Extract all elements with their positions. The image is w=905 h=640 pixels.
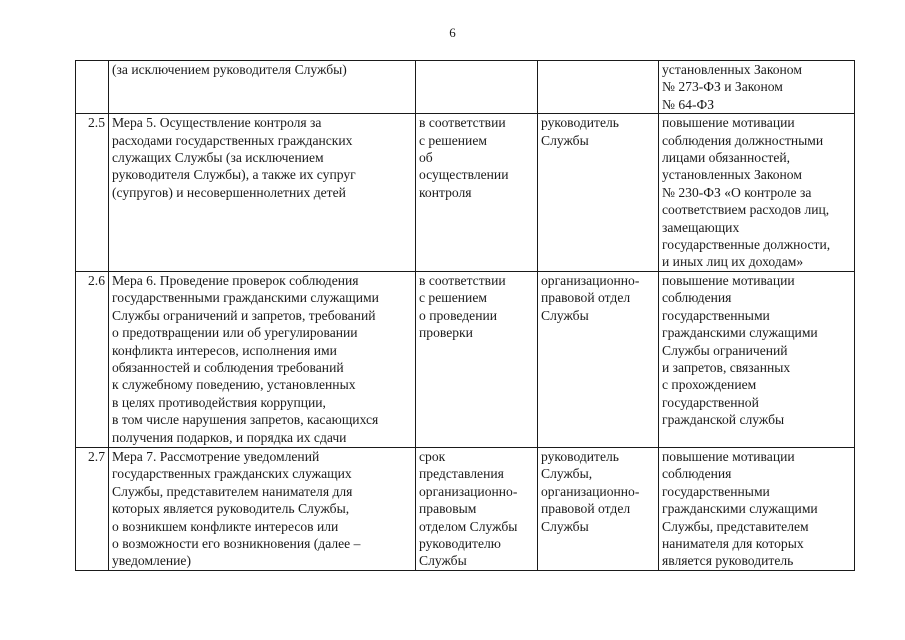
cell-text-line: Службы [541,518,589,534]
cell-deadline [416,447,538,570]
cell-text-line: контроля [419,184,472,200]
cell-text-line: срок [419,448,446,464]
cell-text-line: гражданской службы [662,412,785,428]
cell-deadline [416,271,538,447]
cell-text-line: правовой отдел [541,501,631,517]
cell-text-line: является руководитель [662,553,794,569]
cell-deadline [416,114,538,272]
cell-text-line: представления [419,466,504,482]
cell-text-line: гражданскими служащими [662,501,818,517]
cell-text-line: государственных гражданских служащих [112,466,352,482]
cell-text-line: обязанностей и соблюдения требований [112,359,344,375]
cell-text-line: Мера 7. Рассмотрение уведомлений [112,448,320,464]
cell-text-line: с решением [419,290,487,306]
cell-text-line: с решением [419,132,487,148]
cell-measure [109,447,416,570]
cell-text-line: о проведении [419,307,498,323]
cell-text-line: № 273-ФЗ и Законом [662,79,783,95]
cell-text-line: (супругов) и несовершеннолетних детей [112,184,346,200]
cell-responsible [538,271,659,447]
cell-text-line: с прохождением [662,377,757,393]
cell-text-line: о возможности его возникновения (далее – [112,535,361,551]
page-number: 6 [449,25,456,40]
cell-text-line: соблюдения [662,290,732,306]
cell-responsible [538,61,659,114]
cell-responsible [538,114,659,272]
cell-text-line: руководителю [419,535,501,551]
measures-table [75,60,855,571]
cell-text-line: Службы, представителем [662,518,809,534]
cell-text-line: уведомление) [112,553,191,569]
measures-table-body [76,61,855,571]
cell-result [659,447,855,570]
cell-text-line: (за исключением руководителя Службы) [112,62,347,77]
cell-text-line: Службы, [541,466,593,482]
cell-text-line: повышение мотивации [662,272,795,288]
cell-measure [109,271,416,447]
cell-text-line: в соответствии [419,115,506,131]
cell-text-line: которых является руководитель Службы, [112,501,350,517]
cell-text-line: соблюдения [662,466,732,482]
cell-text-line: получения подарков, и порядка их сдачи [112,429,347,445]
cell-text-line: Службы ограничений [662,342,788,358]
cell-text-line: организационно- [541,272,640,288]
table-row [76,447,855,570]
cell-text-line: организационно- [419,483,518,499]
cell-number: 2.5 [76,114,109,272]
cell-text-line: о возникшем конфликте интересов или [112,518,339,534]
cell-text-line: в соответствии [419,272,506,288]
cell-responsible [538,447,659,570]
cell-text-line: правовым [419,501,477,517]
cell-number [76,61,109,114]
cell-text-line: отделом Службы [419,518,518,534]
cell-result [659,271,855,447]
cell-text-line: Службы [419,553,467,569]
cell-text-line: руководителя Службы), а также их супруг [112,167,356,183]
table-row [76,61,855,114]
cell-text-line: повышение мотивации [662,448,795,464]
cell-text-line: гражданскими служащими [662,325,818,341]
cell-number: 2.7 [76,447,109,570]
cell-text-line: о предотвращении или об урегулировании [112,325,358,341]
cell-number: 2.6 [76,271,109,447]
cell-text-line: об [419,150,433,166]
cell-text-line: Службы ограничений и запретов, требований [112,307,376,323]
cell-text-line: Службы, представителем нанимателя для [112,483,353,499]
cell-result [659,114,855,272]
cell-text-line: замещающих [662,219,740,235]
cell-text-line: № 230-ФЗ «О контроле за [662,184,812,200]
cell-text-line: и иных лиц их доходам» [662,254,804,270]
cell-text-line: лицами обязанностей, [662,150,791,166]
cell-text-line: установленных Законом [662,167,802,183]
cell-text-line: государственной [662,394,759,410]
cell-result [659,61,855,114]
cell-text-line: соответствием расходов лиц, [662,202,830,218]
cell-text-line: к служебному поведению, установленных [112,377,356,393]
cell-text-line: соблюдения должностными [662,132,824,148]
cell-text-line: государственными [662,483,770,499]
cell-text-line: в целях противодействия коррупции, [112,394,326,410]
cell-text-line: государственные должности, [662,237,831,253]
cell-text-line: Мера 5. Осуществление контроля за [112,115,322,131]
cell-measure [109,114,416,272]
cell-text-line: правовой отдел [541,290,631,306]
cell-text-line: государственными [662,307,770,323]
cell-text-line: служащих Службы (за исключением [112,150,324,166]
cell-text-line: государственными гражданскими служащими [112,290,379,306]
cell-text-line: организационно- [541,483,640,499]
table-row [76,114,855,272]
cell-text-line: проверки [419,325,473,341]
cell-text-line: осуществлении [419,167,509,183]
cell-text-line: установленных Законом [662,62,802,77]
cell-deadline [416,61,538,114]
cell-text-line: повышение мотивации [662,115,795,131]
cell-text-line: Службы [541,307,589,323]
cell-text-line: № 64-ФЗ [662,96,715,112]
cell-text-line: и запретов, связанных [662,359,791,375]
cell-text-line: в том числе нарушения запретов, касающихся [112,412,379,428]
cell-text-line: нанимателя для которых [662,535,804,551]
cell-text-line: руководитель [541,448,620,464]
table-row [76,271,855,447]
cell-text-line: руководитель [541,115,620,131]
cell-text-line: конфликта интересов, исполнения ими [112,342,337,358]
cell-measure [109,61,416,114]
cell-text-line: Мера 6. Проведение проверок соблюдения [112,272,359,288]
cell-text-line: расходами государственных гражданских [112,132,353,148]
cell-text-line: Службы [541,132,589,148]
